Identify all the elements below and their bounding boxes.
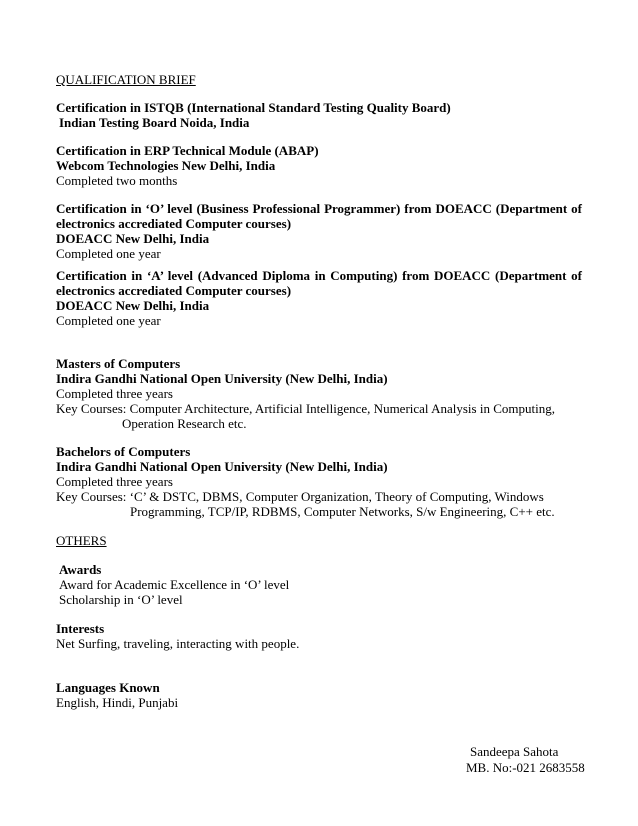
bachelors-duration: Completed three years [56, 474, 173, 489]
istqb-title: Certification in ISTQB (International Standard Testing Quality Board) [56, 100, 451, 115]
masters-courses-line-1: Key Courses: Computer Architecture, Artificial Intelligence, Numerical Analysis in Computing, [56, 401, 555, 416]
bachelors-courses-line-2: Programming, TCP/IP, RDBMS, Computer Networks, S/w Engineering, C++ etc. [130, 504, 555, 519]
interests-text: Net Surfing, traveling, interacting with people. [56, 636, 300, 651]
erp-duration: Completed two months [56, 173, 178, 188]
bachelors-org: Indira Gandhi National Open University (New Delhi, India) [56, 459, 388, 474]
languages-text: English, Hindi, Punjabi [56, 695, 179, 710]
interests-title: Interests [56, 621, 105, 636]
o-level-title: Certification in ‘O’ level (Business Professional Programmer) from DOEACC (Department of electronics accrediated Computer courses) [56, 201, 582, 231]
a-level-duration: Completed one year [56, 313, 161, 328]
istqb-org: Indian Testing Board Noida, India [59, 115, 250, 130]
awards-item: Scholarship in ‘O’ level [59, 592, 183, 607]
istqb-entry [56, 100, 582, 130]
interests-section [56, 621, 582, 651]
erp-title: Certification in ERP Technical Module (ABAP) [56, 143, 319, 158]
awards-item: Award for Academic Excellence in ‘O’ level [59, 577, 290, 592]
erp-entry [56, 143, 582, 188]
bachelors-title: Bachelors of Computers [56, 444, 191, 459]
a-level-title: Certification in ‘A’ level (Advanced Diploma in Computing) from DOEACC (Department of electronics accrediated Computer courses) [56, 268, 582, 298]
signature-block [466, 744, 585, 776]
a-level-entry [56, 268, 582, 328]
signature-name: Sandeepa Sahota [470, 744, 559, 759]
erp-org: Webcom Technologies New Delhi, India [56, 158, 276, 173]
bachelors-entry [56, 444, 582, 519]
o-level-org: DOEACC New Delhi, India [56, 231, 210, 246]
masters-duration: Completed three years [56, 386, 173, 401]
languages-section [56, 680, 582, 710]
awards-title: Awards [59, 562, 102, 577]
awards-section [56, 562, 582, 607]
a-level-org: DOEACC New Delhi, India [56, 298, 210, 313]
o-level-entry [56, 201, 582, 261]
qualification-heading: QUALIFICATION BRIEF [56, 72, 196, 87]
masters-courses-line-2: Operation Research etc. [122, 416, 247, 431]
languages-title: Languages Known [56, 680, 160, 695]
masters-title: Masters of Computers [56, 356, 181, 371]
bachelors-courses-line-1: Key Courses: ‘C’ & DSTC, DBMS, Computer Organization, Theory of Computing, Windows [56, 489, 544, 504]
others-heading: OTHERS [56, 533, 107, 548]
masters-org: Indira Gandhi National Open University (New Delhi, India) [56, 371, 388, 386]
masters-entry [56, 356, 582, 431]
o-level-duration: Completed one year [56, 246, 161, 261]
signature-mobile: MB. No:-021 2683558 [466, 760, 585, 775]
resume-page [56, 72, 582, 710]
